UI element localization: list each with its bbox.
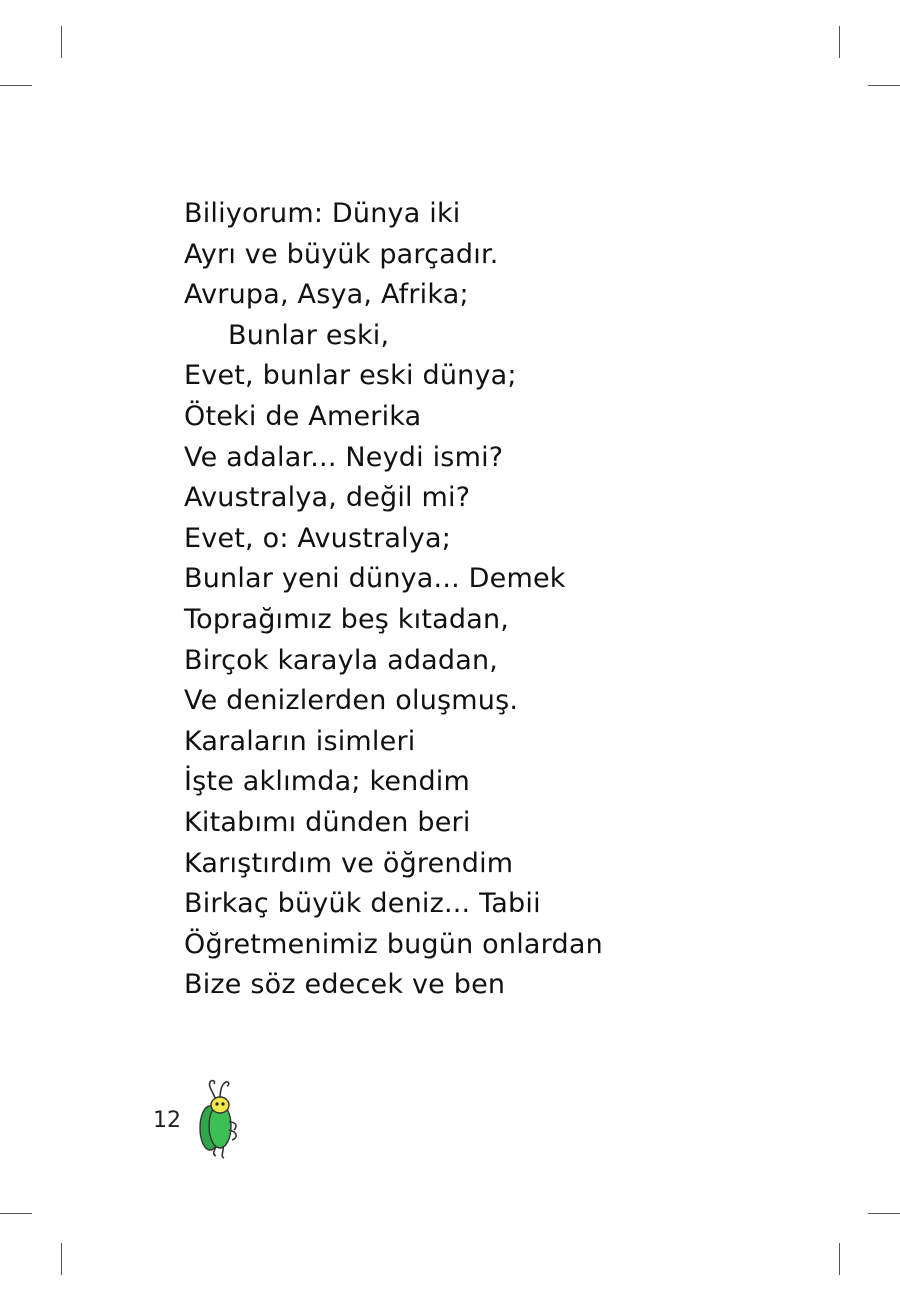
poem-line: Biliyorum: Dünya iki [184,198,461,229]
poem-text [184,194,603,1006]
poem-line: Öteki de Amerika [184,400,422,432]
crop-mark-bottom-left-vertical [61,1243,62,1275]
poem-line: Birçok karayla adadan, [184,644,499,676]
poem-line: Ayrı ve büyük parçadır. [184,238,499,270]
poem-line: Bunlar yeni dünya... Demek [184,563,566,595]
page-number: 12 [153,1108,181,1133]
crop-mark-top-right-vertical [839,26,840,58]
poem-line: Evet, o: Avustralya; [184,522,451,554]
green-bug-icon [196,1078,244,1160]
poem-line: Karıştırdım ve öğrendim [184,847,514,879]
poem-line: Bunlar eski, [228,319,390,351]
poem-line: Avrupa, Asya, Afrika; [184,279,469,311]
crop-mark-top-left-vertical [61,26,62,58]
crop-mark-bottom-right-horizontal [868,1213,900,1214]
poem-line: Öğretmenimiz bugün onlardan [184,928,603,960]
poem-line: Ve denizlerden oluşmuş. [184,685,519,717]
poem-line: Avustralya, değil mi? [184,482,471,514]
poem-line: Bize söz edecek ve ben [184,969,506,1001]
crop-mark-top-right-horizontal [868,85,900,86]
crop-mark-bottom-left-horizontal [0,1213,32,1214]
poem-line: Karaların isimleri [184,725,416,757]
crop-mark-bottom-right-vertical [839,1243,840,1275]
poem-line: Birkaç büyük deniz... Tabii [184,888,541,920]
poem-line: İşte aklımda; kendim [184,766,470,798]
poem-line: Evet, bunlar eski dünya; [184,360,517,392]
crop-mark-top-left-horizontal [0,85,32,86]
poem-line: Toprağımız beş kıtadan, [184,603,510,635]
poem-line: Kitabımı dünden beri [184,806,471,838]
poem-line: Ve adalar... Neydi ismi? [184,441,504,473]
